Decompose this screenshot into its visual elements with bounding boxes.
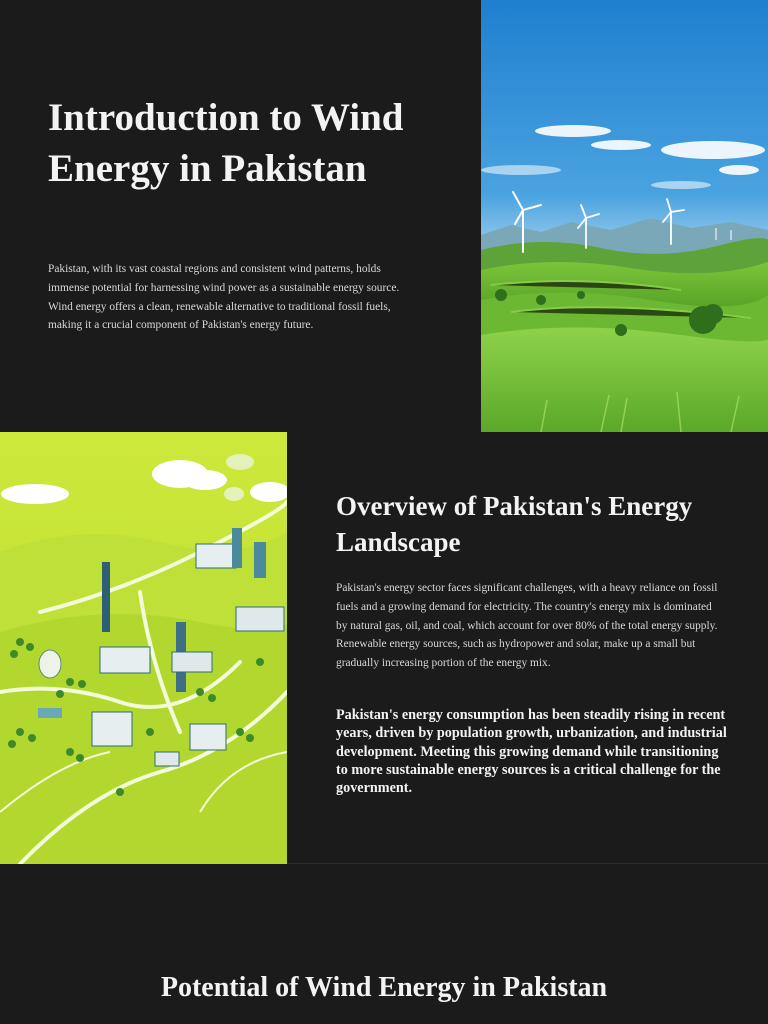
overview-title: Overview of Pakistan's Energy Landscape [336,491,693,557]
overview-body-paragraph: Pakistan's energy sector faces significant challenges, with a heavy reliance on fossil fuels and a growing demand for electricity. The country's energy mix is dominated by natural gas, oil, and coal, which account for over 80% of the total energy supply. Renewable energy sources, such as hydropower and solar, make up a small but gradually increasing portion of the energy mix. [336,582,718,670]
potential-title: Potential of Wind Energy in Pakistan [160,972,608,1003]
overview-section [0,432,768,864]
overview-highlight-paragraph: Pakistan's energy consumption has been steadily rising in recent years, driven by population growth, urbanization, and industrial development. Meeting this growing demand while transitioning to more sustainable energy sources is a critical challenge for the government. [336,707,727,797]
wind-turbine-landscape-icon [481,0,768,432]
intro-title: Introduction to Wind Energy in Pakistan [48,96,404,190]
industrial-landscape-illustration-icon [0,432,287,864]
industrial-illustration-svg [0,432,287,864]
wind-landscape-svg [481,0,768,432]
potential-section [0,865,768,1024]
intro-body: Pakistan, with its vast coastal regions and consistent wind patterns, holds immense potential for harnessing wind power as a sustainable energy source. Wind energy offers a clean, renewable alternative to traditional fossil fuels, making it a crucial component of Pakistan's energy future. [48,263,400,332]
intro-title-wrap [48,92,438,194]
intro-section [0,0,768,432]
